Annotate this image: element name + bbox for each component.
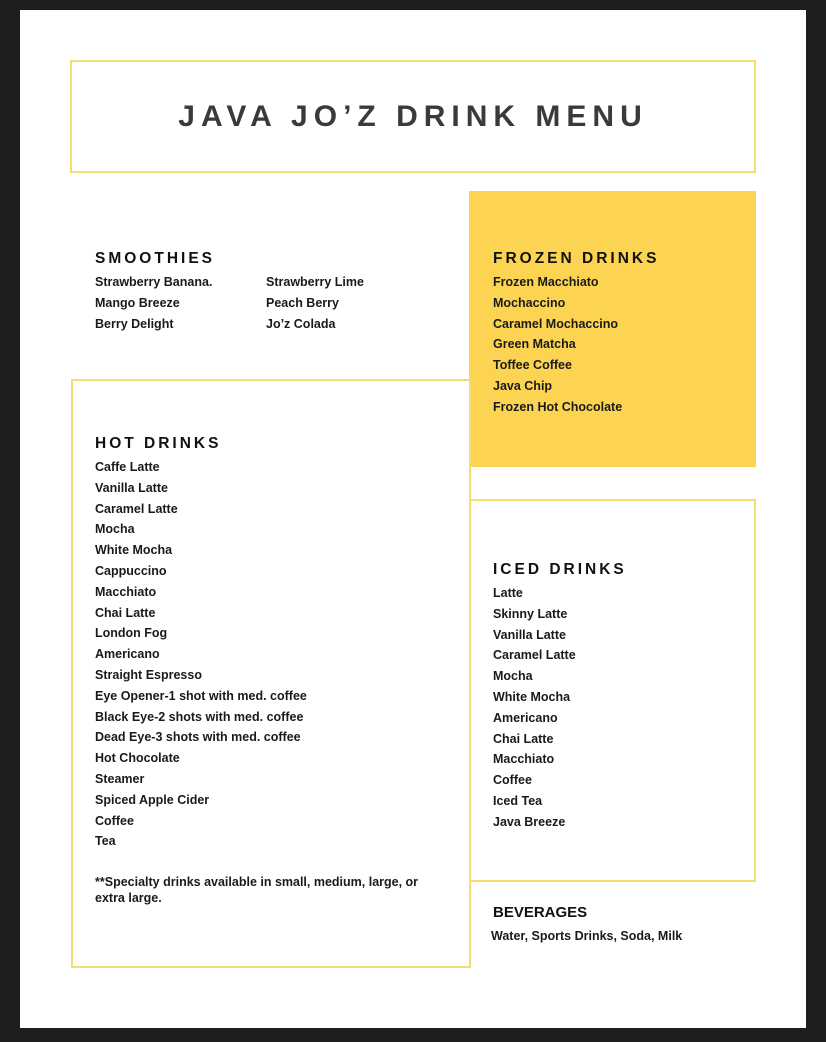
list-item: Mochaccino — [493, 295, 566, 310]
beverages-heading: BEVERAGES — [493, 904, 588, 921]
list-item: Java Chip — [493, 378, 553, 393]
smoothies-column-1 — [95, 272, 212, 334]
frozen-drinks-heading: FROZEN DRINKS — [493, 250, 660, 267]
list-item: Jo’z Colada — [266, 316, 336, 331]
list-item: Steamer — [95, 771, 145, 786]
list-item: Cappuccino — [95, 563, 167, 578]
list-item: Vanilla Latte — [95, 480, 168, 495]
list-item: Strawberry Lime — [266, 275, 364, 289]
list-item: Caffe Latte — [95, 460, 160, 474]
iced-drinks-list — [493, 583, 576, 833]
title-box — [70, 60, 756, 173]
list-item: Spiced Apple Cider — [95, 792, 210, 807]
list-item: Strawberry Banana. — [95, 275, 213, 289]
list-item: Vanilla Latte — [493, 627, 566, 642]
list-item: Eye Opener-1 shot with med. coffee — [95, 688, 307, 703]
list-item: Chai Latte — [493, 731, 554, 746]
list-item: Caramel Latte — [95, 501, 178, 516]
list-item: Caramel Mochaccino — [493, 316, 619, 331]
iced-drinks-heading: ICED DRINKS — [493, 561, 627, 578]
beverages-text: Water, Sports Drinks, Soda, Milk — [491, 929, 683, 943]
list-item: Mocha — [493, 669, 533, 684]
list-item: Tea — [95, 834, 116, 849]
list-item: Frozen Macchiato — [493, 275, 599, 289]
list-item: White Mocha — [95, 543, 173, 558]
list-item: Java Breeze — [493, 814, 566, 829]
list-item: Toffee Coffee — [493, 358, 572, 373]
list-item: London Fog — [95, 626, 168, 641]
list-item: Mango Breeze — [95, 295, 180, 310]
list-item: Iced Tea — [493, 793, 543, 808]
list-item: Berry Delight — [95, 316, 174, 331]
list-item: Hot Chocolate — [95, 751, 180, 766]
list-item: Americano — [95, 647, 160, 662]
list-item: Frozen Hot Chocolate — [493, 399, 623, 414]
list-item: Chai Latte — [95, 605, 156, 620]
list-item: Mocha — [95, 522, 135, 537]
list-item: Skinny Latte — [493, 606, 568, 621]
list-item: Black Eye-2 shots with med. coffee — [95, 709, 304, 724]
list-item: Coffee — [95, 813, 134, 828]
list-item: Straight Espresso — [95, 667, 202, 682]
smoothies-column-2 — [266, 272, 364, 334]
list-item: Dead Eye-3 shots with med. coffee — [95, 730, 301, 745]
specialty-note: **Specialty drinks available in small, medium, large, or extra large. — [95, 875, 419, 905]
list-item: Caramel Latte — [493, 648, 576, 663]
list-item: White Mocha — [493, 689, 571, 704]
frozen-drinks-list — [493, 272, 622, 418]
list-item: Macchiato — [493, 752, 555, 767]
smoothies-heading: SMOOTHIES — [95, 250, 216, 267]
hot-drinks-list — [95, 457, 307, 852]
hot-drinks-heading: HOT DRINKS — [95, 435, 222, 452]
list-item: Green Matcha — [493, 337, 576, 352]
menu-title: JAVA JO’Z DRINK MENU — [178, 100, 648, 133]
list-item: Americano — [493, 710, 558, 725]
list-item: Peach Berry — [266, 295, 339, 310]
list-item: Coffee — [493, 773, 532, 788]
menu-page — [20, 10, 806, 1028]
list-item: Latte — [493, 586, 523, 600]
list-item: Macchiato — [95, 584, 157, 599]
